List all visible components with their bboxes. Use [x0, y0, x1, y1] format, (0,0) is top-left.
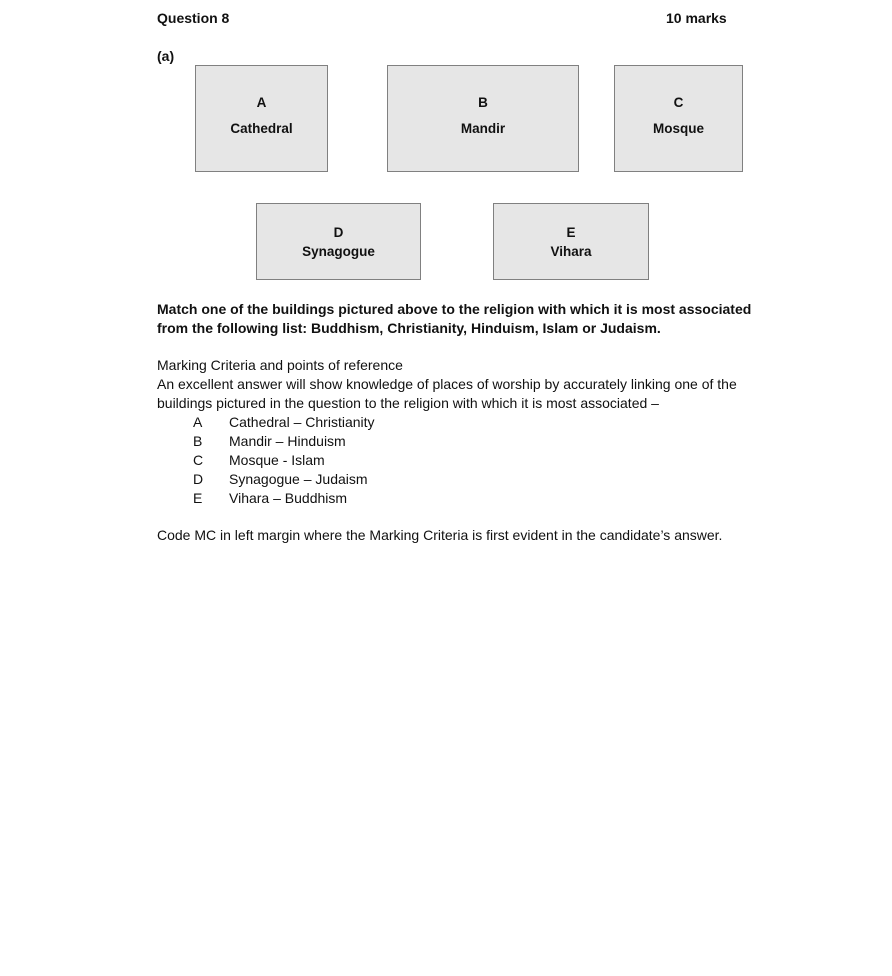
answer-value: Vihara – Buddhism: [229, 490, 348, 506]
building-letter: C: [673, 95, 684, 110]
answer-key: E: [193, 490, 203, 506]
list-item: [193, 489, 375, 508]
building-name: Mandir: [460, 121, 506, 136]
building-box-c: [614, 65, 743, 172]
marking-criteria-text: An excellent answer will show knowledge of places of worship by accurately linking one of the buildings pictured in the question to the religion with which it is most associated –: [157, 376, 737, 411]
building-letter: A: [256, 95, 267, 110]
answer-key: B: [193, 433, 203, 449]
list-item: [193, 413, 375, 432]
part-label: (a): [157, 48, 175, 64]
answer-list: [193, 413, 375, 508]
answer-value: Mandir – Hinduism: [229, 433, 346, 449]
answer-value: Synagogue – Judaism: [229, 471, 368, 487]
building-name: Vihara: [550, 244, 592, 259]
list-item: [193, 432, 375, 451]
building-name: Mosque: [652, 121, 704, 136]
answer-key: A: [193, 414, 203, 430]
answer-key: D: [193, 471, 204, 487]
building-box-b: [387, 65, 579, 172]
answer-value: Mosque - Islam: [229, 452, 325, 468]
answer-value: Cathedral – Christianity: [229, 414, 375, 430]
code-note: Code MC in left margin where the Marking Criteria is first evident in the candidate’s answer.: [157, 527, 723, 543]
building-letter: E: [566, 225, 576, 240]
answer-key: C: [193, 452, 204, 468]
list-item: [193, 451, 375, 470]
building-box-e: [493, 203, 649, 280]
marking-criteria-heading: Marking Criteria and points of reference: [157, 357, 403, 373]
question-instruction: Match one of the buildings pictured above to the religion with which it is most associated from the following list: Buddhism, Christianity, Hinduism, Islam or Judaism.: [157, 301, 752, 336]
building-letter: B: [478, 95, 488, 110]
building-name: Synagogue: [302, 244, 375, 259]
list-item: [193, 470, 375, 489]
marks-label: 10 marks: [666, 10, 727, 26]
building-box-d: [256, 203, 421, 280]
question-title: Question 8: [157, 10, 230, 26]
building-name: Cathedral: [230, 121, 293, 136]
building-letter: D: [333, 225, 344, 240]
building-box-a: [195, 65, 328, 172]
